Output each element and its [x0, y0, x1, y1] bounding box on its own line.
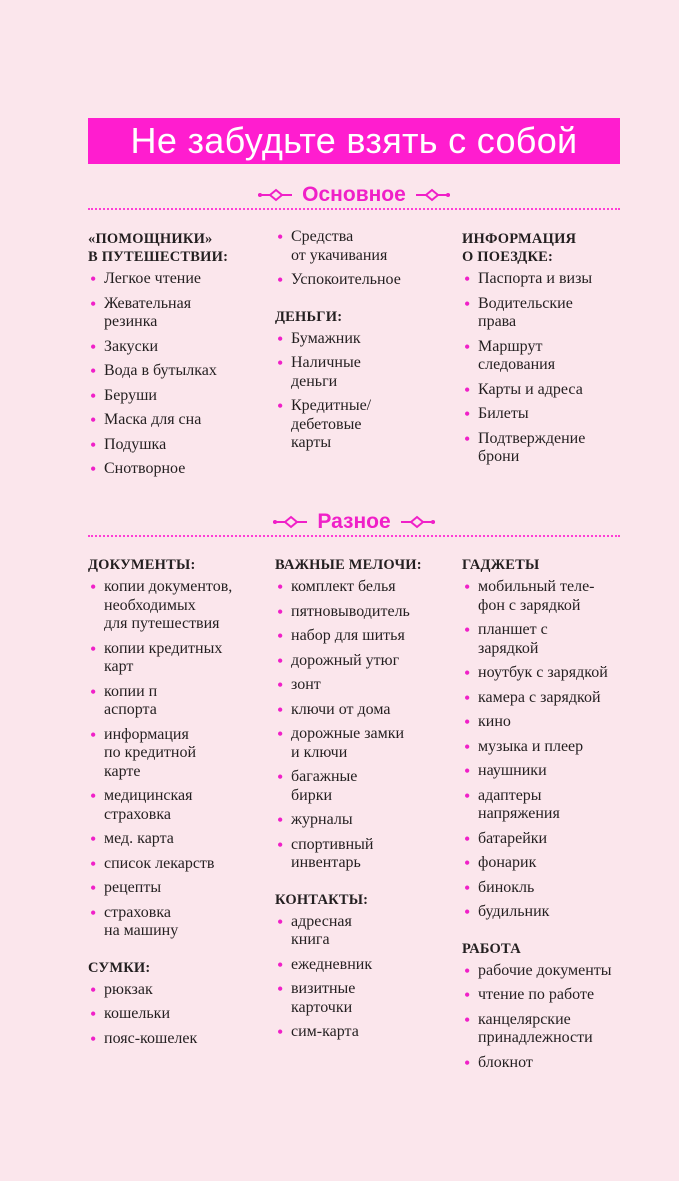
- list-group: [275, 228, 453, 290]
- list-item-text: список лекарств: [104, 854, 215, 872]
- list-item-text: наушники: [478, 762, 547, 779]
- bullet-icon: •: [464, 428, 471, 449]
- bullet-icon: •: [277, 767, 284, 787]
- bullet-icon: •: [277, 626, 284, 646]
- bullet-icon: •: [464, 663, 471, 683]
- bullet-icon: •: [277, 353, 284, 373]
- list-item-text: мед. карта: [104, 830, 174, 847]
- group-title: ВАЖНЫЕ МЕЛОЧИ:: [275, 557, 422, 573]
- list-item: [275, 578, 453, 597]
- list-item: [275, 768, 453, 805]
- list-item-text: страховка на машину: [104, 903, 179, 939]
- section-divider: [88, 535, 620, 537]
- list-item-text: пояс-кошелек: [104, 1029, 198, 1047]
- bullet-icon: •: [90, 829, 97, 849]
- list-item: [275, 228, 453, 265]
- page-title: Не забудьте взять с собой: [88, 118, 620, 164]
- misc-column-1: [88, 556, 266, 1066]
- bullet-icon: •: [90, 979, 97, 1000]
- list-item: [88, 726, 266, 782]
- ornament-left-icon: [271, 515, 309, 529]
- list-item-text: Наличные деньги: [291, 354, 361, 390]
- list-item: [462, 578, 640, 615]
- group-title: КОНТАКТЫ:: [275, 891, 369, 908]
- bullet-icon: •: [464, 404, 471, 424]
- list-item-text: ежедневник: [291, 955, 373, 973]
- ornament-right-icon: [414, 188, 452, 202]
- bullet-icon: •: [90, 1004, 97, 1024]
- list-item-text: спортивный инвентарь: [291, 835, 374, 871]
- list-group: [462, 556, 640, 922]
- list-item-text: ноутбук с зарядкой: [478, 664, 608, 681]
- list-item-text: набор для шитья: [291, 627, 405, 644]
- bullet-icon: •: [90, 336, 97, 357]
- list-item: [88, 338, 266, 357]
- basic-column-2: [275, 228, 453, 471]
- list-item: [88, 981, 266, 1000]
- group-title: РАБОТА: [462, 940, 521, 957]
- checklist: [275, 913, 453, 1042]
- bullet-icon: •: [277, 328, 284, 349]
- checklist: [88, 578, 266, 941]
- list-item-text: Снотворное: [104, 460, 186, 477]
- bullet-icon: •: [90, 434, 97, 455]
- list-item: [462, 381, 640, 400]
- bullet-icon: •: [464, 620, 471, 640]
- list-item-text: Паспорта и визы: [478, 270, 593, 287]
- list-item: [462, 295, 640, 332]
- list-item-text: бинокль: [478, 878, 535, 896]
- bullet-icon: •: [277, 979, 284, 999]
- list-item: [88, 436, 266, 455]
- checklist: [462, 962, 640, 1073]
- bullet-icon: •: [464, 960, 471, 981]
- list-item-text: блокнот: [478, 1053, 533, 1071]
- bullet-icon: •: [90, 878, 97, 898]
- list-item: [275, 956, 453, 975]
- bullet-icon: •: [464, 761, 471, 781]
- bullet-icon: •: [90, 269, 97, 289]
- list-group: [88, 959, 266, 1049]
- list-item: [88, 855, 266, 874]
- list-group: [88, 230, 266, 479]
- list-item: [462, 664, 640, 683]
- list-item: [88, 270, 266, 289]
- list-item-text: комплект белья: [291, 578, 396, 595]
- list-item: [88, 787, 266, 824]
- list-item-text: визитные карточки: [291, 980, 356, 1016]
- bullet-icon: •: [277, 396, 284, 416]
- bullet-icon: •: [90, 681, 97, 702]
- bullet-icon: •: [90, 638, 97, 659]
- list-item-text: Маска для сна: [104, 411, 202, 428]
- bullet-icon: •: [277, 911, 284, 932]
- list-item-text: кошельки: [104, 1005, 170, 1022]
- list-item-text: Подтверждение брони: [478, 429, 586, 465]
- list-item-text: сим-карта: [291, 1023, 359, 1040]
- basic-column-1: [88, 230, 266, 497]
- bullet-icon: •: [464, 336, 471, 357]
- list-group: [88, 556, 266, 941]
- list-item-text: Бумажник: [291, 329, 361, 347]
- bullet-icon: •: [277, 270, 284, 290]
- bullet-icon: •: [277, 834, 284, 855]
- list-item: [462, 762, 640, 781]
- list-item: [462, 689, 640, 708]
- list-item: [275, 1023, 453, 1042]
- list-item-text: адаптеры напряжения: [478, 786, 560, 822]
- misc-column-3: [462, 556, 640, 1090]
- bullet-icon: •: [277, 724, 284, 744]
- list-item: [462, 1011, 640, 1048]
- list-item-text: рюкзак: [104, 980, 153, 998]
- bullet-icon: •: [90, 577, 97, 597]
- list-item: [275, 397, 453, 453]
- list-item-text: копии документов, необходимых для путешествия: [104, 578, 233, 632]
- list-item-text: Вода в бутылках: [104, 362, 217, 379]
- bullet-icon: •: [90, 853, 97, 874]
- list-item-text: Успокоительное: [291, 271, 401, 288]
- list-item-text: Билеты: [478, 405, 529, 422]
- bullet-icon: •: [464, 687, 471, 708]
- list-item: [88, 362, 266, 381]
- bullet-icon: •: [464, 577, 471, 597]
- bullet-icon: •: [90, 385, 97, 406]
- list-item-text: дорожный утюг: [291, 651, 400, 669]
- bullet-icon: •: [277, 650, 284, 671]
- list-group: [275, 556, 453, 873]
- list-item-text: Закуски: [104, 337, 159, 355]
- list-item: [462, 903, 640, 922]
- list-item-text: Средства от укачивания: [291, 228, 388, 264]
- bullet-icon: •: [464, 1052, 471, 1073]
- list-item: [462, 621, 640, 658]
- list-item: [275, 836, 453, 873]
- list-item-text: будильник: [478, 903, 550, 920]
- list-item-text: камера с зарядкой: [478, 688, 601, 706]
- list-item: [462, 854, 640, 873]
- list-item-text: пятновыводитель: [291, 602, 410, 620]
- list-group: [275, 308, 453, 453]
- list-item: [462, 270, 640, 289]
- list-item-text: рецепты: [104, 879, 162, 896]
- list-item: [275, 354, 453, 391]
- bullet-icon: •: [277, 1022, 284, 1042]
- list-item-text: зонт: [291, 676, 321, 693]
- list-item: [462, 713, 640, 732]
- list-group: [462, 940, 640, 1073]
- list-item-text: Легкое чтение: [104, 270, 202, 287]
- bullet-icon: •: [464, 853, 471, 873]
- ornament-left-icon: [256, 188, 294, 202]
- bullet-icon: •: [464, 828, 471, 849]
- bullet-icon: •: [464, 712, 471, 732]
- section-heading-text: Разное: [317, 510, 391, 533]
- list-item-text: канцелярские принадлежности: [478, 1010, 593, 1046]
- bullet-icon: •: [90, 902, 97, 923]
- bullet-icon: •: [277, 954, 284, 975]
- bullet-icon: •: [277, 227, 284, 247]
- ornament-right-icon: [399, 515, 437, 529]
- list-item: [275, 811, 453, 830]
- bullet-icon: •: [277, 601, 284, 622]
- list-item: [88, 904, 266, 941]
- list-item: [275, 980, 453, 1017]
- list-item: [88, 387, 266, 406]
- group-title: ГАДЖЕТЫ: [462, 557, 540, 573]
- bullet-icon: •: [277, 810, 284, 830]
- list-item-text: адресная книга: [291, 912, 352, 948]
- list-item-text: планшет с зарядкой: [478, 621, 548, 657]
- group-title: СУМКИ:: [88, 959, 151, 976]
- list-item-text: музыка и плеер: [478, 737, 584, 755]
- list-item: [275, 676, 453, 695]
- list-item-text: копии п аспорта: [104, 682, 158, 718]
- list-item: [88, 578, 266, 634]
- list-item: [275, 627, 453, 646]
- bullet-icon: •: [90, 1028, 97, 1049]
- list-item: [88, 683, 266, 720]
- bullet-icon: •: [464, 293, 471, 314]
- group-title: ИНФОРМАЦИЯ О ПОЕЗДКЕ:: [462, 231, 577, 265]
- checklist: [275, 330, 453, 453]
- list-item: [275, 603, 453, 622]
- checklist: [462, 578, 640, 922]
- bullet-icon: •: [464, 1009, 471, 1030]
- checklist: [275, 578, 453, 873]
- list-item-text: батарейки: [478, 829, 548, 847]
- checklist: [88, 981, 266, 1049]
- list-item-text: журналы: [291, 811, 353, 828]
- misc-column-2: [275, 556, 453, 1060]
- list-item: [462, 962, 640, 981]
- list-item-text: фонарик: [478, 854, 537, 871]
- list-item: [462, 338, 640, 375]
- bullet-icon: •: [90, 786, 97, 806]
- list-item-text: Маршрут следования: [478, 337, 556, 373]
- list-group: [462, 230, 640, 467]
- list-item-text: Беруши: [104, 386, 157, 404]
- list-item-text: кино: [478, 713, 511, 730]
- bullet-icon: •: [90, 293, 97, 314]
- list-item: [88, 830, 266, 849]
- list-item-text: Подушка: [104, 435, 167, 453]
- list-item: [88, 1005, 266, 1024]
- list-item: [275, 652, 453, 671]
- checklist: [88, 270, 266, 479]
- list-item-text: Кредитные/ дебетовые карты: [291, 397, 372, 451]
- list-item: [462, 405, 640, 424]
- list-item: [88, 640, 266, 677]
- section-heading-misc: [88, 509, 620, 535]
- list-item-text: Карты и адреса: [478, 380, 583, 398]
- list-item: [88, 411, 266, 430]
- bullet-icon: •: [277, 675, 284, 695]
- group-title: ДОКУМЕНТЫ:: [88, 557, 196, 573]
- section-divider: [88, 208, 620, 210]
- list-item: [88, 1030, 266, 1049]
- bullet-icon: •: [464, 877, 471, 898]
- list-item: [88, 460, 266, 479]
- list-group: [275, 891, 453, 1042]
- list-item: [462, 879, 640, 898]
- list-item-text: дорожные замки и ключи: [291, 725, 405, 761]
- basic-column-3: [462, 230, 640, 485]
- list-item-text: Жевательная резинка: [104, 294, 192, 330]
- bullet-icon: •: [464, 902, 471, 922]
- list-item: [275, 725, 453, 762]
- list-item-text: мобильный теле- фон с зарядкой: [478, 578, 595, 614]
- bullet-icon: •: [464, 269, 471, 289]
- section-heading-text: Основное: [302, 183, 406, 206]
- list-item-text: ключи от дома: [291, 700, 391, 718]
- list-item-text: багажные бирки: [291, 768, 358, 804]
- bullet-icon: •: [277, 577, 284, 597]
- list-item-text: рабочие документы: [478, 961, 612, 979]
- bullet-icon: •: [464, 736, 471, 757]
- bullet-icon: •: [90, 724, 97, 745]
- group-title: «ПОМОЩНИКИ» В ПУТЕШЕСТВИИ:: [88, 231, 229, 265]
- list-item-text: информация по кредитной карте: [104, 725, 197, 780]
- bullet-icon: •: [464, 985, 471, 1005]
- list-item-text: медицинская страховка: [104, 787, 193, 823]
- list-item-text: Водительские права: [478, 294, 573, 330]
- list-item: [275, 330, 453, 349]
- list-item: [462, 787, 640, 824]
- list-item: [462, 986, 640, 1005]
- bullet-icon: •: [90, 361, 97, 381]
- bullet-icon: •: [464, 785, 471, 806]
- list-item: [462, 430, 640, 467]
- list-item: [275, 913, 453, 950]
- list-item: [88, 879, 266, 898]
- list-item: [462, 738, 640, 757]
- list-item: [275, 701, 453, 720]
- bullet-icon: •: [90, 459, 97, 479]
- bullet-icon: •: [277, 699, 284, 720]
- bullet-icon: •: [90, 410, 97, 430]
- group-title: ДЕНЬГИ:: [275, 308, 343, 325]
- list-item: [462, 830, 640, 849]
- list-item: [275, 271, 453, 290]
- list-item-text: чтение по работе: [478, 986, 595, 1003]
- list-item-text: копии кредитных карт: [104, 639, 223, 675]
- checklist: [462, 270, 640, 467]
- checklist: [275, 228, 453, 290]
- list-item: [88, 295, 266, 332]
- bullet-icon: •: [464, 379, 471, 400]
- list-item: [462, 1054, 640, 1073]
- section-heading-basic: [88, 182, 620, 208]
